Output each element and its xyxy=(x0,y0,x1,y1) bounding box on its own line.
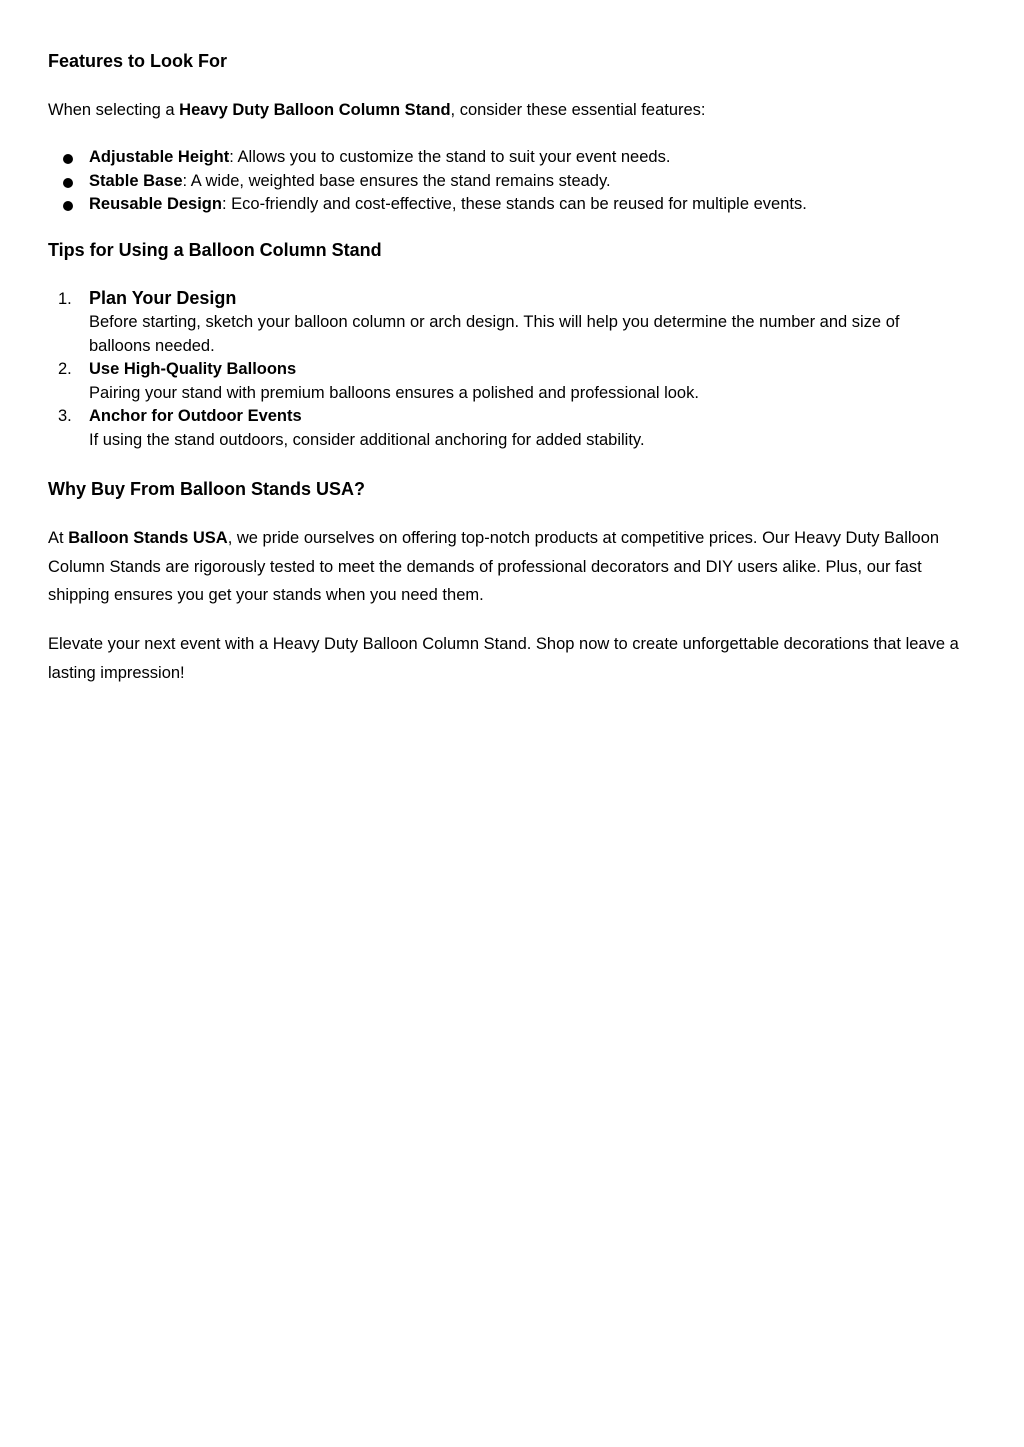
list-item xyxy=(48,146,807,170)
tips-heading: Tips for Using a Balloon Column Stand xyxy=(48,240,382,260)
bullet-icon xyxy=(63,154,73,164)
list-item xyxy=(48,286,948,358)
list-number: 2. xyxy=(58,360,72,378)
list-item xyxy=(48,405,948,452)
features-intro xyxy=(48,99,706,121)
features-list xyxy=(48,146,807,217)
feature-text: : Allows you to customize the stand to suit your event needs. xyxy=(229,148,671,166)
tips-list xyxy=(48,286,948,452)
tip-title: Use High-Quality Balloons xyxy=(89,360,297,378)
why-buy-heading: Why Buy From Balloon Stands USA? xyxy=(48,479,366,499)
bullet-icon xyxy=(63,201,73,211)
list-item xyxy=(48,170,807,194)
features-heading: Features to Look For xyxy=(48,51,228,71)
closing-paragraph: Elevate your next event with a Heavy Duty Balloon Column Stand. Shop now to create unforgettable decorations that leave a lasting impression! xyxy=(48,635,959,682)
tip-title: Plan Your Design xyxy=(89,288,237,308)
why-prefix: At xyxy=(48,529,69,547)
feature-label: Stable Base xyxy=(89,171,183,190)
why-buy-paragraph xyxy=(48,524,983,610)
tip-title: Anchor for Outdoor Events xyxy=(89,407,302,425)
tip-description: Before starting, sketch your balloon column or arch design. This will help you determine the number and size of balloons needed. xyxy=(89,313,900,355)
intro-prefix: When selecting a xyxy=(48,101,180,119)
list-number: 1. xyxy=(58,290,72,308)
feature-text: : A wide, weighted base ensures the stand remains steady. xyxy=(182,171,611,190)
intro-suffix: , consider these essential features: xyxy=(450,101,706,119)
list-number: 3. xyxy=(58,407,72,425)
company-name: Balloon Stands USA xyxy=(68,529,228,547)
intro-product-name: Heavy Duty Balloon Column Stand xyxy=(179,101,451,119)
feature-text: : Eco-friendly and cost-effective, these stands can be reused for multiple events. xyxy=(221,195,807,213)
feature-label: Reusable Design xyxy=(89,195,222,213)
why-suffix: , we pride ourselves on offering top-notch products at competitive prices. Our Heavy Duty Balloon Column Stands are rigorously tested to meet the demands of professional decorators and DIY users alike. Plus, our fast shipping ensures you get your stands when you need them. xyxy=(48,529,940,604)
list-item xyxy=(48,193,807,217)
bullet-icon xyxy=(63,178,73,188)
list-item xyxy=(48,358,948,405)
feature-label: Adjustable Height xyxy=(89,148,230,166)
tip-description: If using the stand outdoors, consider additional anchoring for added stability. xyxy=(89,430,645,449)
tip-description: Pairing your stand with premium balloons ensures a polished and professional look. xyxy=(89,383,699,402)
